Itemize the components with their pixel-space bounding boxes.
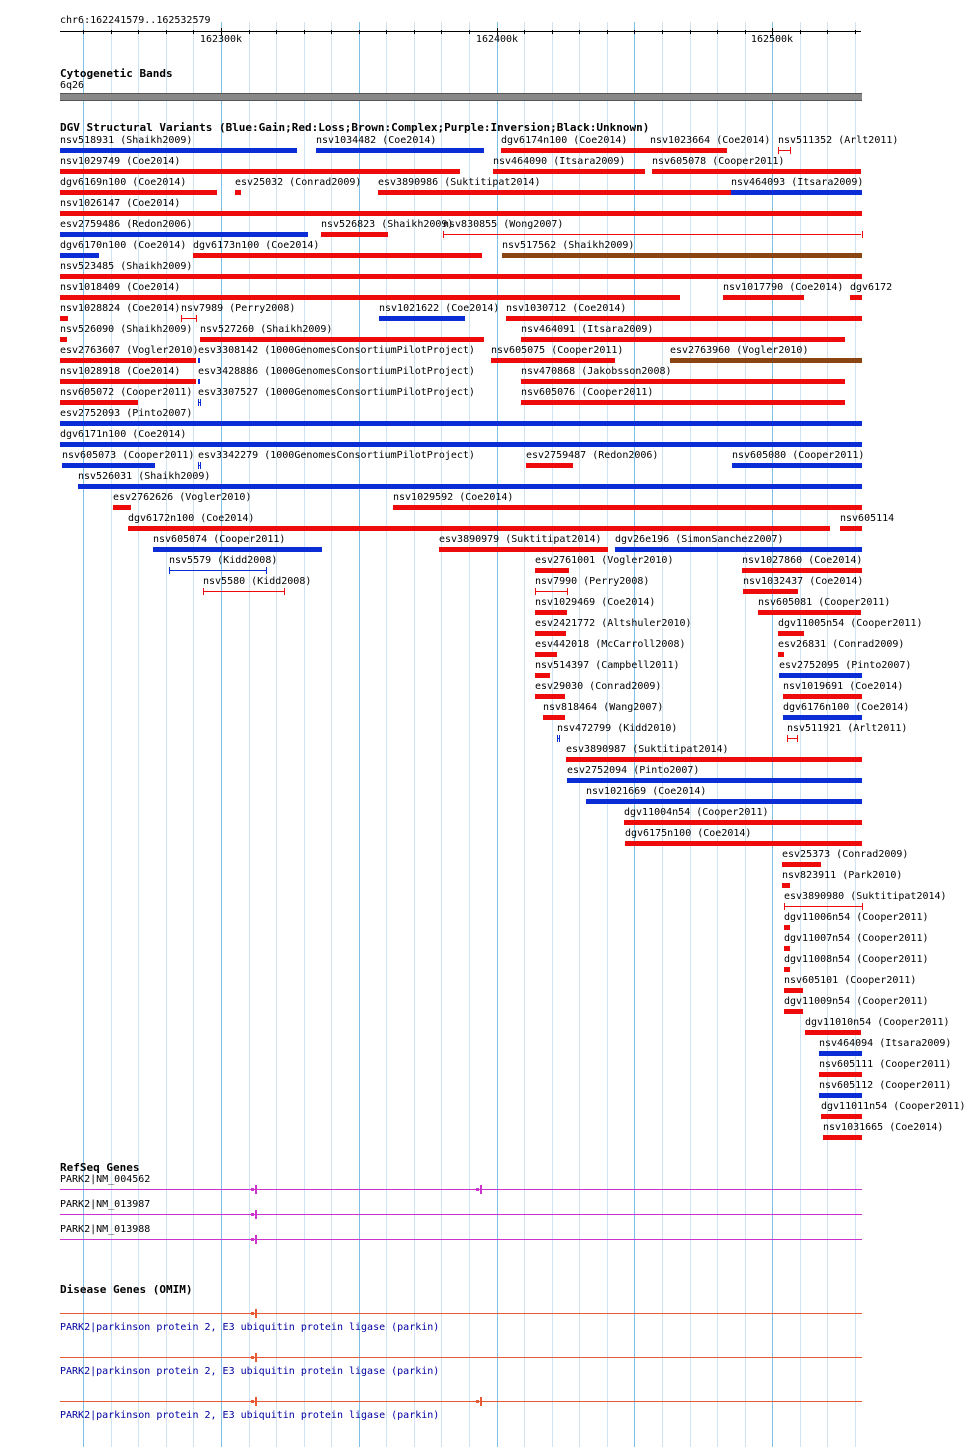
variant-bar[interactable] [535, 568, 569, 573]
variant-label: esv3428886 (1000GenomesConsortiumPilotProject) [198, 366, 475, 377]
variant-bar[interactable] [819, 1093, 862, 1098]
ruler-tick [331, 30, 332, 34]
variant-bar[interactable] [203, 591, 284, 592]
grid-line [441, 22, 442, 1447]
variant-label: esv3890980 (Suktitipat2014) [784, 891, 947, 902]
variant-bar[interactable] [778, 631, 804, 636]
variant-label: nsv1027860 (Coe2014) [742, 555, 863, 566]
variant-label: esv25032 (Conrad2009) [235, 177, 362, 188]
variant-label: nsv823911 (Park2010) [782, 870, 903, 881]
variant-bar[interactable] [784, 906, 862, 907]
gene-exon [255, 1309, 257, 1318]
variant-label: dgv11011n54 (Cooper2011) [821, 1101, 966, 1112]
variant-bar[interactable] [60, 316, 68, 321]
variant-label: dgv11005n54 (Cooper2011) [778, 618, 923, 629]
variant-label: nsv605074 (Cooper2011) [153, 534, 286, 545]
variant-label: nsv1019691 (Coe2014) [783, 681, 904, 692]
variant-bar[interactable] [60, 232, 308, 237]
variant-end-cap [790, 147, 791, 154]
variant-bar[interactable] [60, 148, 297, 153]
variant-bar[interactable] [567, 778, 862, 783]
gene-label[interactable]: PARK2|NM_013987 [60, 1199, 151, 1210]
grid-line [772, 22, 773, 1447]
ruler-tick [469, 30, 470, 34]
cytoband-track-title: Cytogenetic Bands [60, 67, 173, 80]
variant-bar[interactable] [805, 1030, 861, 1035]
variant-bar[interactable] [60, 295, 680, 300]
variant-end-cap [567, 588, 568, 595]
ruler-tick [441, 30, 442, 34]
variant-bar[interactable] [783, 715, 862, 720]
ruler-tick [745, 30, 746, 34]
ruler-tick [166, 30, 167, 34]
variant-label: esv3890979 (Suktitipat2014) [439, 534, 602, 545]
variant-end-cap [862, 903, 863, 910]
gene-intron-line[interactable] [60, 1214, 862, 1215]
variant-label: nsv1023664 (Coe2014) [650, 135, 771, 146]
ruler-tick [386, 30, 387, 34]
variant-label: nsv518931 (Shaikh2009) [60, 135, 193, 146]
variant-end-cap [169, 567, 170, 574]
gene-label[interactable]: PARK2|parkinson protein 2, E3 ubiquitin protein ligase (parkin) [60, 1410, 440, 1421]
variant-bar[interactable] [732, 463, 862, 468]
variant-end-cap [862, 231, 863, 238]
ruler-tick [607, 30, 608, 34]
variant-label: esv26831 (Conrad2009) [778, 639, 905, 650]
variant-bar[interactable] [60, 358, 196, 363]
variant-end-cap [778, 147, 779, 154]
grid-line [469, 22, 470, 1447]
variant-label: nsv523485 (Shaikh2009) [60, 261, 193, 272]
gene-label[interactable]: PARK2|parkinson protein 2, E3 ubiquitin protein ligase (parkin) [60, 1322, 440, 1333]
variant-bar[interactable] [652, 169, 861, 174]
variant-label: dgv6170n100 (Coe2014) [60, 240, 187, 251]
variant-end-cap [181, 315, 182, 322]
gene-exon [255, 1210, 257, 1219]
variant-label: dgv11010n54 (Cooper2011) [805, 1017, 950, 1028]
variant-label: esv3307527 (1000GenomesConsortiumPilotProject) [198, 387, 475, 398]
variant-label: nsv1029749 (Coe2014) [60, 156, 181, 167]
variant-label: dgv6172 [850, 282, 893, 293]
variant-bar[interactable] [113, 505, 131, 510]
variant-label: nsv605073 (Cooper2011) [62, 450, 195, 461]
variant-label: nsv605101 (Cooper2011) [784, 975, 917, 986]
gene-exon-marker [251, 1312, 254, 1315]
ruler-tick [855, 30, 856, 34]
ruler-axis [60, 31, 861, 32]
gene-intron-line[interactable] [60, 1401, 862, 1402]
variant-label: esv442018 (McCarroll2008) [535, 639, 686, 650]
variant-label: nsv1034482 (Coe2014) [316, 135, 437, 146]
variant-bar[interactable] [60, 400, 138, 405]
variant-bar[interactable] [60, 253, 99, 258]
variant-label: esv2421772 (Altshuler2010) [535, 618, 692, 629]
ruler-tick [83, 30, 84, 34]
variant-label: esv2763607 (Vogler2010) [60, 345, 199, 356]
gene-exon [255, 1397, 257, 1406]
ruler-tick [359, 30, 360, 34]
variant-bar[interactable] [439, 547, 608, 552]
variant-label: nsv7989 (Perry2008) [181, 303, 296, 314]
variant-label: dgv26e196 (SimonSanchez2007) [615, 534, 784, 545]
variant-label: nsv818464 (Wang2007) [543, 702, 664, 713]
variant-label: dgv6172n100 (Coe2014) [128, 513, 255, 524]
variant-label: nsv605072 (Cooper2011) [60, 387, 193, 398]
ruler-tick-label: 162400k [475, 34, 519, 45]
variant-bar[interactable] [823, 1135, 862, 1140]
variant-bar[interactable] [782, 883, 790, 888]
variant-label: nsv605081 (Cooper2011) [758, 597, 891, 608]
variant-end-cap [535, 588, 536, 595]
variant-bar[interactable] [742, 568, 862, 573]
gene-exon-marker [251, 1400, 254, 1403]
omim-track-title: Disease Genes (OMIM) [60, 1283, 193, 1296]
variant-bar[interactable] [758, 610, 861, 615]
variant-bar[interactable] [850, 295, 862, 300]
variant-bar[interactable] [198, 379, 200, 384]
variant-label: nsv1026147 (Coe2014) [60, 198, 181, 209]
variant-bar[interactable] [535, 694, 565, 699]
gene-label[interactable]: PARK2|parkinson protein 2, E3 ubiquitin protein ligase (parkin) [60, 1366, 440, 1377]
ruler-tick-label: 162500k [750, 34, 794, 45]
gene-intron-line[interactable] [60, 1239, 862, 1240]
variant-bar[interactable] [60, 169, 460, 174]
variant-bar[interactable] [543, 715, 565, 720]
variant-bar[interactable] [566, 757, 862, 762]
variant-bar[interactable] [784, 967, 790, 972]
variant-label: esv2752093 (Pinto2007) [60, 408, 193, 419]
variant-label: dgv6175n100 (Coe2014) [625, 828, 752, 839]
grid-line [690, 22, 691, 1447]
variant-label: dgv11007n54 (Cooper2011) [784, 933, 929, 944]
variant-label: dgv11004n54 (Cooper2011) [624, 807, 769, 818]
ruler-tick [690, 30, 691, 34]
variant-bar[interactable] [521, 400, 845, 405]
variant-label: nsv1028918 (Coe2014) [60, 366, 181, 377]
grid-line [524, 22, 525, 1447]
variant-bar[interactable] [62, 463, 155, 468]
variant-label: dgv11006n54 (Cooper2011) [784, 912, 929, 923]
variant-bar[interactable] [723, 295, 804, 300]
variant-bar[interactable] [393, 505, 862, 510]
variant-end-cap [784, 903, 785, 910]
gene-exon-marker [476, 1400, 479, 1403]
ruler-tick [579, 30, 580, 34]
variant-bar[interactable] [784, 946, 790, 951]
variant-bar[interactable] [60, 211, 862, 216]
variant-bar[interactable] [778, 652, 784, 657]
variant-bar[interactable] [200, 337, 484, 342]
ruler-tick [800, 30, 801, 34]
variant-label: nsv526090 (Shaikh2009) [60, 324, 193, 335]
variant-bar[interactable] [535, 610, 567, 615]
variant-label: nsv1017790 (Coe2014) [723, 282, 844, 293]
variant-label: nsv526823 (Shaikh2009) [321, 219, 454, 230]
variant-bar[interactable] [60, 274, 862, 279]
variant-bar[interactable] [493, 169, 645, 174]
ruler-tick [634, 30, 635, 34]
ruler-tick [827, 30, 828, 34]
variant-end-cap [198, 399, 199, 406]
variant-label: nsv605112 (Cooper2011) [819, 1080, 952, 1091]
gene-exon-marker [251, 1238, 254, 1241]
gene-exon [480, 1185, 482, 1194]
variant-label: dgv11009n54 (Cooper2011) [784, 996, 929, 1007]
variant-label: dgv6176n100 (Coe2014) [783, 702, 910, 713]
gene-exon-marker [476, 1188, 479, 1191]
variant-bar[interactable] [60, 379, 196, 384]
variant-end-cap [198, 462, 199, 469]
ruler-tick [304, 30, 305, 34]
variant-label: dgv6169n100 (Coe2014) [60, 177, 187, 188]
variant-bar[interactable] [235, 190, 241, 195]
variant-bar[interactable] [316, 148, 484, 153]
variant-label: nsv1018409 (Coe2014) [60, 282, 181, 293]
variant-label: nsv605075 (Cooper2011) [491, 345, 624, 356]
variant-label: nsv605111 (Cooper2011) [819, 1059, 952, 1070]
gene-exon [480, 1397, 482, 1406]
gene-exon-marker [251, 1188, 254, 1191]
variant-bar[interactable] [60, 421, 862, 426]
variant-label: dgv6171n100 (Coe2014) [60, 429, 187, 440]
variant-label: nsv1031665 (Coe2014) [823, 1122, 944, 1133]
variant-bar[interactable] [521, 379, 845, 384]
variant-label: esv2752094 (Pinto2007) [567, 765, 700, 776]
variant-label: esv2759487 (Redon2006) [526, 450, 659, 461]
grid-line [414, 22, 415, 1447]
variant-end-cap [557, 735, 558, 742]
ruler-tick [414, 30, 415, 34]
variant-label: dgv6174n100 (Coe2014) [501, 135, 628, 146]
variant-bar[interactable] [535, 631, 566, 636]
variant-label: nsv1028824 (Coe2014) [60, 303, 181, 314]
variant-bar[interactable] [819, 1072, 862, 1077]
variant-label: nsv511352 (Arlt2011) [778, 135, 899, 146]
variant-bar[interactable] [378, 190, 731, 195]
variant-label: nsv511921 (Arlt2011) [787, 723, 908, 734]
variant-bar[interactable] [502, 253, 862, 258]
variant-bar[interactable] [60, 190, 217, 195]
gene-label[interactable]: PARK2|NM_004562 [60, 1174, 151, 1185]
gene-exon-marker [251, 1356, 254, 1359]
variant-label: nsv470868 (Jakobsson2008) [521, 366, 672, 377]
variant-bar[interactable] [193, 253, 482, 258]
ruler-tick [138, 30, 139, 34]
variant-end-cap [797, 735, 798, 742]
variant-label: nsv472799 (Kidd2010) [557, 723, 678, 734]
variant-bar[interactable] [128, 526, 830, 531]
ruler-tick [276, 30, 277, 34]
variant-label: nsv5579 (Kidd2008) [169, 555, 278, 566]
variant-bar[interactable] [650, 148, 727, 153]
variant-bar[interactable] [624, 820, 862, 825]
variant-bar[interactable] [783, 694, 862, 699]
variant-bar[interactable] [779, 673, 862, 678]
variant-label: esv3308142 (1000GenomesConsortiumPilotProject) [198, 345, 475, 356]
variant-label: nsv605080 (Cooper2011) [732, 450, 865, 461]
variant-label: esv25373 (Conrad2009) [782, 849, 909, 860]
grid-line [497, 22, 498, 1447]
variant-label: esv2761001 (Vogler2010) [535, 555, 674, 566]
variant-label: nsv514397 (Campbell2011) [535, 660, 680, 671]
variant-end-cap [266, 567, 267, 574]
variant-label: nsv1029592 (Coe2014) [393, 492, 514, 503]
ruler-tick [662, 30, 663, 34]
location-label: chr6:162241579..162532579 [60, 15, 211, 26]
variant-end-cap [284, 588, 285, 595]
variant-bar[interactable] [535, 673, 550, 678]
variant-bar[interactable] [153, 547, 322, 552]
variant-label: nsv605076 (Cooper2011) [521, 387, 654, 398]
variant-end-cap [443, 231, 444, 238]
variant-bar[interactable] [501, 148, 650, 153]
variant-bar[interactable] [778, 150, 790, 151]
variant-label: nsv605114 [840, 513, 895, 524]
variant-label: nsv7990 (Perry2008) [535, 576, 650, 587]
variant-bar[interactable] [535, 652, 557, 657]
variant-bar[interactable] [821, 1114, 862, 1119]
variant-bar[interactable] [625, 841, 862, 846]
variant-bar[interactable] [169, 570, 266, 571]
grid-line [745, 22, 746, 1447]
variant-end-cap [787, 735, 788, 742]
grid-line [717, 22, 718, 1447]
ruler-tick [249, 30, 250, 34]
variant-bar[interactable] [615, 547, 862, 552]
variant-bar[interactable] [819, 1051, 862, 1056]
gene-exon [255, 1235, 257, 1244]
variant-bar[interactable] [526, 463, 573, 468]
variant-label: nsv464090 (Itsara2009) [493, 156, 626, 167]
dgv-track-title: DGV Structural Variants (Blue:Gain;Red:Loss;Brown:Complex;Purple:Inversion;Black:Unknown) [60, 121, 650, 134]
variant-label: nsv527260 (Shaikh2009) [200, 324, 333, 335]
gene-exon [255, 1353, 257, 1362]
variant-label: nsv1029469 (Coe2014) [535, 597, 656, 608]
variant-bar[interactable] [784, 1009, 803, 1014]
variant-label: esv3890987 (Suktitipat2014) [566, 744, 729, 755]
grid-line [552, 22, 553, 1447]
refseq-track-title: RefSeq Genes [60, 1161, 140, 1174]
variant-bar[interactable] [670, 358, 862, 363]
variant-bar[interactable] [60, 337, 67, 342]
variant-end-cap [200, 399, 201, 406]
variant-bar[interactable] [78, 484, 862, 489]
gene-intron-line[interactable] [60, 1189, 862, 1190]
variant-bar[interactable] [181, 318, 196, 319]
ruler-tick-label: 162300k [199, 34, 243, 45]
variant-label: nsv526031 (Shaikh2009) [78, 471, 211, 482]
variant-bar[interactable] [840, 526, 862, 531]
variant-bar[interactable] [784, 988, 803, 993]
variant-label: esv2759486 (Redon2006) [60, 219, 193, 230]
variant-label: nsv1032437 (Coe2014) [743, 576, 864, 587]
variant-label: esv29030 (Conrad2009) [535, 681, 662, 692]
variant-label: nsv464094 (Itsara2009) [819, 1038, 952, 1049]
variant-bar[interactable] [782, 862, 821, 867]
variant-bar[interactable] [379, 316, 465, 321]
variant-label: nsv605078 (Cooper2011) [652, 156, 785, 167]
variant-label: esv2762626 (Vogler2010) [113, 492, 252, 503]
variant-bar[interactable] [491, 358, 615, 363]
variant-label: nsv1021622 (Coe2014) [379, 303, 500, 314]
variant-bar[interactable] [586, 799, 862, 804]
variant-end-cap [203, 588, 204, 595]
variant-bar[interactable] [731, 190, 862, 195]
variant-end-cap [559, 735, 560, 742]
gene-label[interactable]: PARK2|NM_013988 [60, 1224, 151, 1235]
ruler-tick [524, 30, 525, 34]
variant-bar[interactable] [321, 232, 388, 237]
variant-bar[interactable] [198, 358, 200, 363]
variant-label: nsv464093 (Itsara2009) [731, 177, 864, 188]
variant-label: nsv5580 (Kidd2008) [203, 576, 312, 587]
variant-label: esv2763960 (Vogler2010) [670, 345, 809, 356]
variant-bar[interactable] [743, 589, 798, 594]
variant-label: nsv517562 (Shaikh2009) [502, 240, 635, 251]
cytoband-bar[interactable] [60, 93, 862, 101]
ruler-tick [193, 30, 194, 34]
variant-bar[interactable] [521, 337, 845, 342]
variant-bar[interactable] [784, 925, 790, 930]
variant-end-cap [200, 462, 201, 469]
variant-bar[interactable] [506, 316, 862, 321]
variant-label: esv2752095 (Pinto2007) [779, 660, 912, 671]
variant-label: esv3890986 (Suktitipat2014) [378, 177, 541, 188]
gene-intron-line[interactable] [60, 1357, 862, 1358]
variant-label: dgv11008n54 (Cooper2011) [784, 954, 929, 965]
variant-label: nsv464091 (Itsara2009) [521, 324, 654, 335]
cytoband-label: 6q26 [60, 80, 85, 91]
variant-bar[interactable] [443, 234, 861, 235]
variant-label: dgv6173n100 (Coe2014) [193, 240, 320, 251]
variant-label: nsv1030712 (Coe2014) [506, 303, 627, 314]
variant-bar[interactable] [60, 442, 862, 447]
variant-label: esv3342279 (1000GenomesConsortiumPilotProject) [198, 450, 475, 461]
variant-end-cap [196, 315, 197, 322]
variant-bar[interactable] [535, 591, 567, 592]
gene-exon-marker [251, 1213, 254, 1216]
variant-label: nsv1021669 (Coe2014) [586, 786, 707, 797]
ruler-tick [552, 30, 553, 34]
ruler-tick [111, 30, 112, 34]
variant-bar[interactable] [787, 738, 797, 739]
variant-label: nsv830855 (Wong2007) [443, 219, 564, 230]
gene-exon [255, 1185, 257, 1194]
gene-intron-line[interactable] [60, 1313, 862, 1314]
ruler-tick [717, 30, 718, 34]
